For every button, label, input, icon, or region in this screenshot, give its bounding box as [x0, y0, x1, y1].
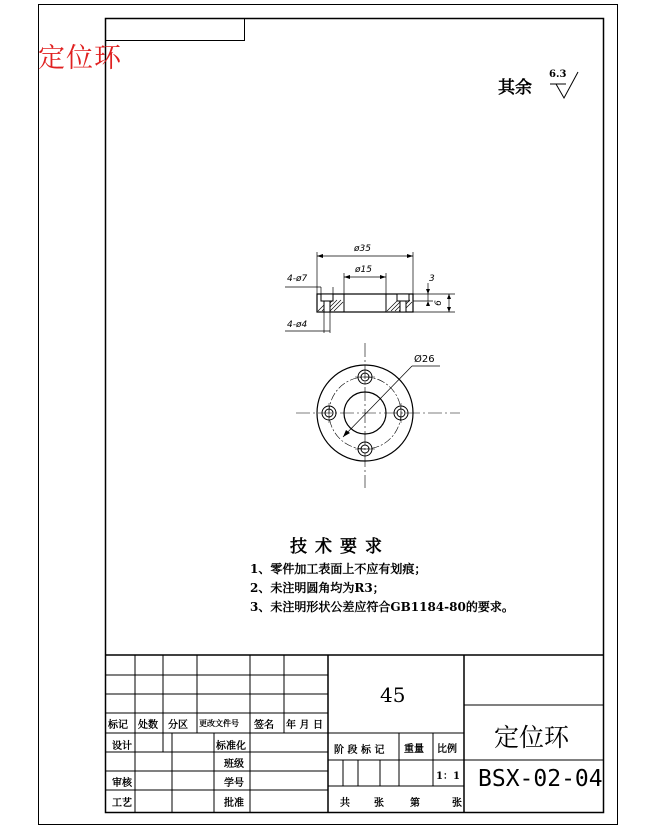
roughness-label: 其余	[498, 78, 532, 98]
sheets-unit-2: 张	[452, 798, 462, 809]
tech-note-1: 1、零件加工表面上不应有划痕；	[250, 562, 427, 576]
hdr-count: 处数	[138, 720, 158, 731]
sheets-total-label: 共	[340, 798, 350, 809]
sheet-number-label: 第	[410, 798, 420, 809]
tech-requirements-title: 技术要求	[290, 537, 390, 557]
tech-note-3: 3、未注明形状公差应符合GB1184-80的要求。	[250, 600, 514, 614]
part-name: 定位环	[494, 723, 570, 752]
label-design: 设计	[112, 741, 132, 752]
label-student-id: 学号	[224, 778, 244, 789]
hdr-signature: 签名	[254, 720, 274, 731]
dim-diameter-15: ø15	[355, 265, 372, 275]
hdr-zone: 分区	[168, 720, 188, 731]
drawing-number: BSX-02-04	[478, 766, 603, 792]
dim-bolt-circle: Ø26	[414, 354, 435, 365]
roughness-value: 6.3	[549, 69, 567, 80]
label-class: 班级	[224, 759, 244, 770]
hdr-scale: 比例	[437, 744, 457, 755]
sheets-unit-1: 张	[374, 798, 384, 809]
material-value: 45	[380, 683, 406, 707]
dim-counterbore-depth: 3	[429, 274, 435, 284]
hdr-stage-mark: 阶 段 标 记	[334, 745, 385, 756]
dim-counterbore-holes: 4-ø7	[287, 274, 308, 284]
label-approval: 批准	[224, 798, 244, 809]
dim-diameter-35: ø35	[354, 244, 371, 254]
hdr-mark: 标记	[108, 720, 128, 731]
dim-through-holes: 4-ø4	[287, 320, 308, 330]
section-hatching	[318, 300, 412, 311]
label-review: 审核	[112, 778, 132, 789]
inner-border	[106, 19, 604, 813]
tech-note-2: 2、未注明圆角均为R3；	[250, 581, 385, 595]
label-process: 工艺	[112, 798, 132, 809]
watermark-title: 定位环	[38, 43, 122, 74]
center-lines	[296, 343, 460, 488]
dim-thickness: 6	[433, 300, 444, 306]
scale-value: 1：1	[436, 771, 460, 782]
hdr-change-doc: 更改文件号	[199, 718, 239, 728]
label-standardization: 标准化	[216, 741, 246, 752]
upside-down-code-box	[106, 19, 245, 41]
hdr-weight: 重量	[404, 744, 424, 755]
hdr-date: 年 月 日	[286, 720, 323, 731]
